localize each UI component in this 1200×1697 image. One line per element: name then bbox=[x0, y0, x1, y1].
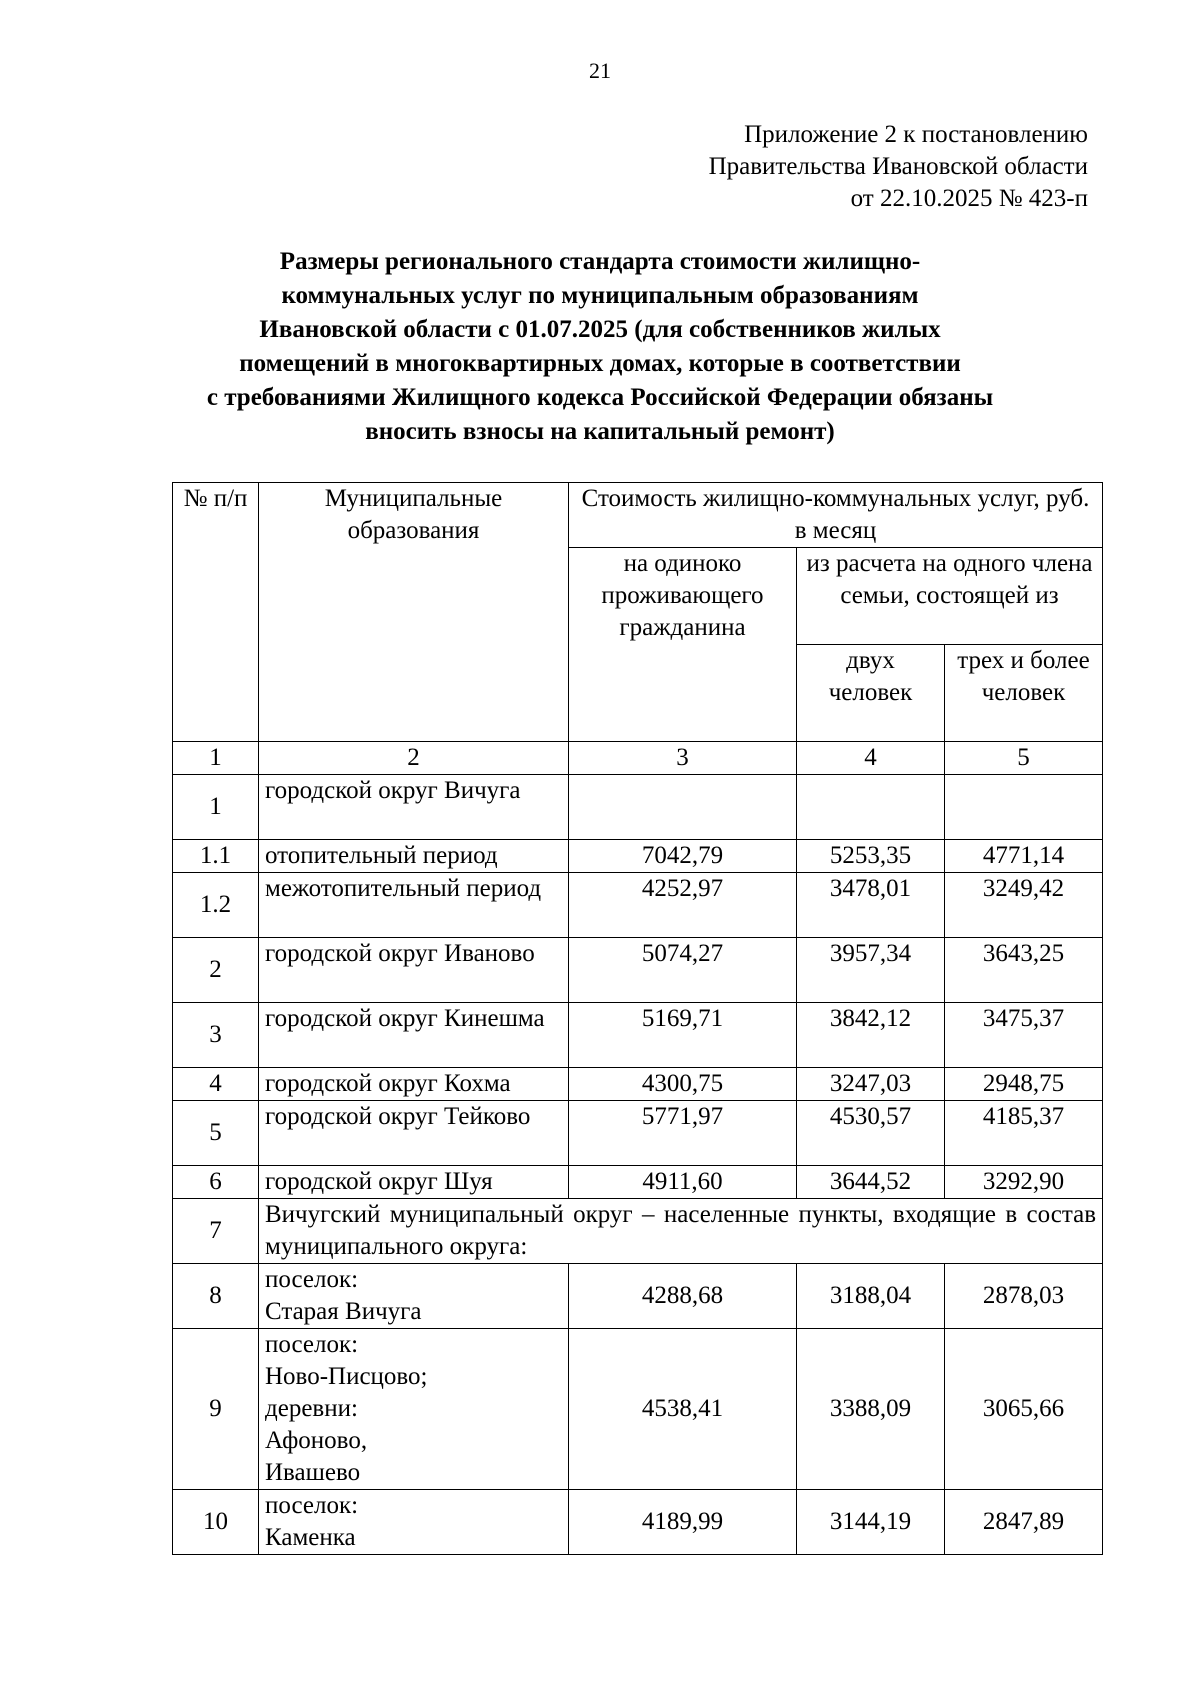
row-number: 9 bbox=[173, 1329, 259, 1490]
row-number: 8 bbox=[173, 1264, 259, 1329]
settlement-line: Старая Вичуга bbox=[265, 1298, 422, 1325]
cost-single: 4189,99 bbox=[569, 1490, 797, 1555]
table-row bbox=[173, 873, 1103, 938]
column-number: 2 bbox=[259, 742, 569, 775]
header-single: на одиноко проживающего гражданина bbox=[569, 548, 797, 742]
column-number: 5 bbox=[945, 742, 1103, 775]
row-number: 5 bbox=[173, 1101, 259, 1166]
cost-two: 3144,19 bbox=[797, 1490, 945, 1555]
cost-two: 3957,34 bbox=[797, 938, 945, 1003]
section-heading: Вичугский муниципальный округ – населенные пункты, входящие в состав муниципального округа: bbox=[259, 1199, 1103, 1264]
municipality-name: межотопительный период bbox=[259, 873, 569, 938]
header-three-plus: трех и более человек bbox=[945, 645, 1103, 742]
header-two: двух человек bbox=[797, 645, 945, 742]
appendix-line: от 22.10.2025 № 423-п bbox=[850, 185, 1088, 212]
row-number: 6 bbox=[173, 1166, 259, 1199]
column-number-row bbox=[173, 742, 1103, 775]
municipality-name: городской округ Шуя bbox=[259, 1166, 569, 1199]
table-row bbox=[173, 1264, 1103, 1329]
title-line: вносить взносы на капитальный ремонт) bbox=[365, 418, 835, 445]
row-number: 4 bbox=[173, 1068, 259, 1101]
tariff-table bbox=[172, 482, 1103, 1555]
header-cost: Стоимость жилищно-коммунальных услуг, руб. в месяц bbox=[569, 483, 1103, 548]
table-row bbox=[173, 840, 1103, 873]
title-line: Размеры регионального стандарта стоимости жилищно- bbox=[279, 248, 921, 275]
table-row bbox=[173, 1166, 1103, 1199]
cost-single: 5169,71 bbox=[569, 1003, 797, 1068]
municipality-name: городской округ Тейково bbox=[259, 1101, 569, 1166]
settlement-line: поселок: bbox=[265, 1266, 359, 1293]
settlement-name bbox=[259, 1329, 569, 1490]
cost-single: 4288,68 bbox=[569, 1264, 797, 1329]
settlement-line: Ивашево bbox=[265, 1459, 361, 1486]
column-number: 4 bbox=[797, 742, 945, 775]
header-num: № п/п bbox=[173, 483, 259, 742]
cost-two: 3388,09 bbox=[797, 1329, 945, 1490]
cost-three-plus: 4185,37 bbox=[945, 1101, 1103, 1166]
cost-two: 3188,04 bbox=[797, 1264, 945, 1329]
section-row bbox=[173, 1199, 1103, 1264]
cost-single: 4300,75 bbox=[569, 1068, 797, 1101]
cost-single: 5074,27 bbox=[569, 938, 797, 1003]
row-number: 10 bbox=[173, 1490, 259, 1555]
row-number: 1 bbox=[173, 775, 259, 840]
table-row bbox=[173, 1329, 1103, 1490]
table-row bbox=[173, 1068, 1103, 1101]
row-number: 2 bbox=[173, 938, 259, 1003]
row-number: 7 bbox=[173, 1199, 259, 1264]
cost-two: 4530,57 bbox=[797, 1101, 945, 1166]
header-municipality: Муниципальные образования bbox=[259, 483, 569, 742]
municipality-name: городской округ Кохма bbox=[259, 1068, 569, 1101]
municipality-name: городской округ Вичуга bbox=[259, 775, 569, 840]
cost-two: 3478,01 bbox=[797, 873, 945, 938]
cost-single bbox=[569, 775, 797, 840]
table-row bbox=[173, 1003, 1103, 1068]
appendix-line: Приложение 2 к постановлению bbox=[744, 121, 1088, 148]
cost-two: 3842,12 bbox=[797, 1003, 945, 1068]
settlement-line: Каменка bbox=[265, 1524, 356, 1551]
cost-three-plus: 3292,90 bbox=[945, 1166, 1103, 1199]
cost-two: 3644,52 bbox=[797, 1166, 945, 1199]
column-number: 3 bbox=[569, 742, 797, 775]
cost-two bbox=[797, 775, 945, 840]
cost-three-plus: 3643,25 bbox=[945, 938, 1103, 1003]
cost-three-plus: 3475,37 bbox=[945, 1003, 1103, 1068]
page-number: 21 bbox=[589, 58, 611, 83]
row-number: 1.1 bbox=[173, 840, 259, 873]
settlement-line: деревни: bbox=[265, 1395, 358, 1422]
cost-two: 3247,03 bbox=[797, 1068, 945, 1101]
column-number: 1 bbox=[173, 742, 259, 775]
cost-three-plus: 2948,75 bbox=[945, 1068, 1103, 1101]
settlement-line: поселок: bbox=[265, 1331, 359, 1358]
settlement-line: поселок: bbox=[265, 1492, 359, 1519]
cost-three-plus: 2847,89 bbox=[945, 1490, 1103, 1555]
settlement-line: Ново-Писцово; bbox=[265, 1363, 428, 1390]
title-line: помещений в многоквартирных домах, которые в соответствии bbox=[239, 350, 961, 377]
appendix-line: Правительства Ивановской области bbox=[708, 153, 1088, 180]
table-row bbox=[173, 938, 1103, 1003]
cost-single: 7042,79 bbox=[569, 840, 797, 873]
title-line: Ивановской области с 01.07.2025 (для собственников жилых bbox=[259, 316, 941, 343]
cost-single: 4911,60 bbox=[569, 1166, 797, 1199]
row-number: 1.2 bbox=[173, 873, 259, 938]
settlement-name bbox=[259, 1490, 569, 1555]
row-number: 3 bbox=[173, 1003, 259, 1068]
cost-three-plus: 3249,42 bbox=[945, 873, 1103, 938]
cost-single: 4252,97 bbox=[569, 873, 797, 938]
cost-three-plus: 2878,03 bbox=[945, 1264, 1103, 1329]
cost-three-plus: 4771,14 bbox=[945, 840, 1103, 873]
cost-three-plus bbox=[945, 775, 1103, 840]
cost-three-plus: 3065,66 bbox=[945, 1329, 1103, 1490]
table-row bbox=[173, 1101, 1103, 1166]
title-line: с требованиями Жилищного кодекса Российской Федерации обязаны bbox=[206, 384, 994, 411]
cost-two: 5253,35 bbox=[797, 840, 945, 873]
cost-single: 4538,41 bbox=[569, 1329, 797, 1490]
header-per-member: из расчета на одного члена семьи, состоящей из bbox=[797, 548, 1103, 645]
cost-single: 5771,97 bbox=[569, 1101, 797, 1166]
table-row bbox=[173, 775, 1103, 840]
appendix-reference bbox=[709, 119, 1088, 215]
municipality-name: отопительный период bbox=[259, 840, 569, 873]
settlement-line: Афоново, bbox=[265, 1427, 368, 1454]
municipality-name: городской округ Иваново bbox=[259, 938, 569, 1003]
settlement-name bbox=[259, 1264, 569, 1329]
document-title bbox=[0, 245, 1200, 449]
municipality-name: городской округ Кинешма bbox=[259, 1003, 569, 1068]
title-line: коммунальных услуг по муниципальным образованиям bbox=[281, 282, 919, 309]
table-row bbox=[173, 1490, 1103, 1555]
header-row bbox=[173, 483, 1103, 548]
